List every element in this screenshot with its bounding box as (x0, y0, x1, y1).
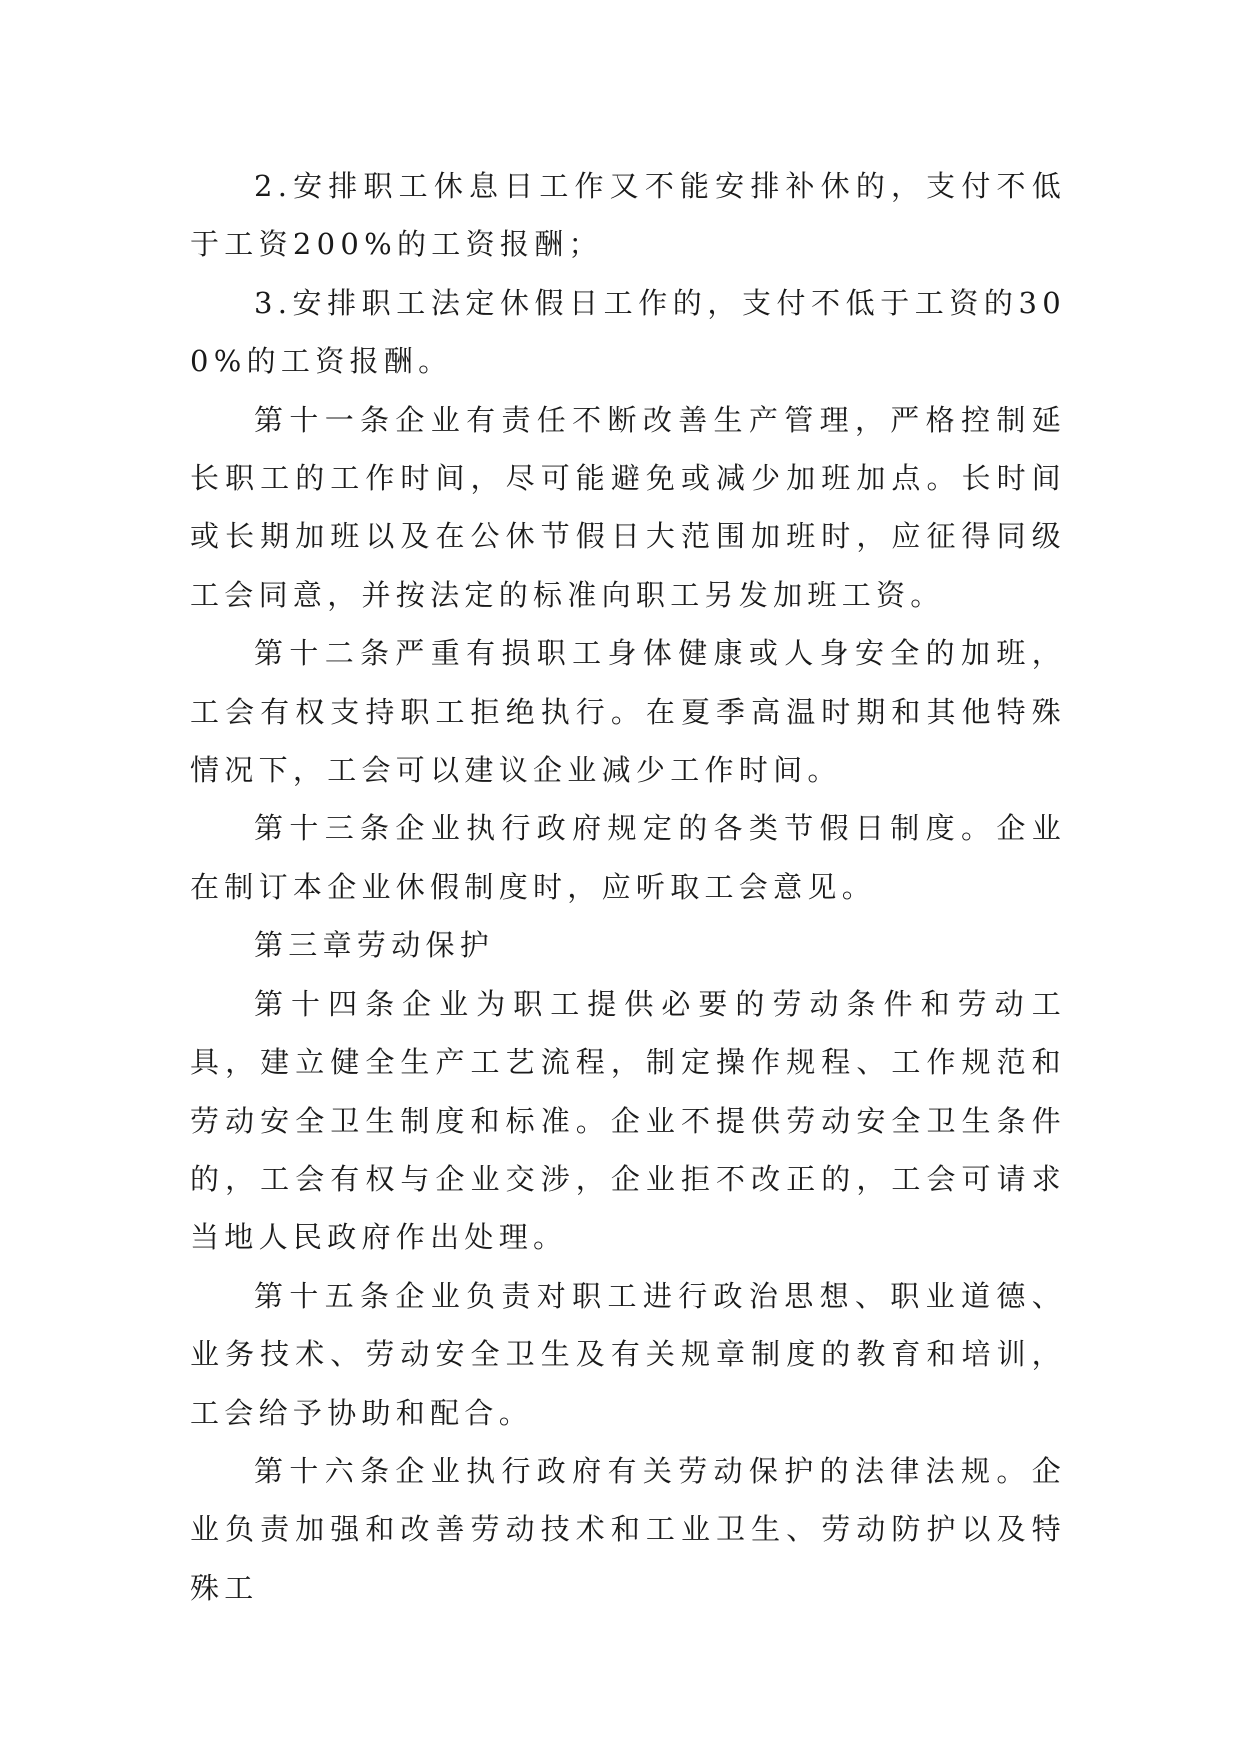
paragraph-article-16: 第十六条企业执行政府有关劳动保护的法律法规。企业负责加强和改善劳动技术和工业卫生、劳动防护以及特殊工 (190, 1453, 1066, 1605)
paragraph-article-12: 第十二条严重有损职工身体健康或人身安全的加班，工会有权支持职工拒绝执行。在夏季高温时期和其他特殊情况下，工会可以建议企业减少工作时间。 (190, 636, 1066, 788)
document-body (190, 157, 1066, 1617)
paragraph-article-15: 第十五条企业负责对职工进行政治思想、职业道德、业务技术、劳动安全卫生及有关规章制度的教育和培训，工会给予协助和配合。 (190, 1278, 1066, 1430)
paragraph-item-2-overtime-rest-day: 2.安排职工休息日工作又不能安排补休的，支付不低于工资200%的工资报酬； (190, 169, 1066, 262)
paragraph-article-11: 第十一条企业有责任不断改善生产管理，严格控制延长职工的工作时间，尽可能避免或减少加班加点。长时间或长期加班以及在公休节假日大范围加班时，应征得同级工会同意，并按法定的标准向职工另发加班工资。 (190, 402, 1066, 612)
chapter-heading-labor-protection: 第三章劳动保护 (254, 928, 495, 963)
paragraph-item-3-overtime-holiday: 3.安排职工法定休假日工作的，支付不低于工资的300%的工资报酬。 (190, 285, 1066, 379)
paragraph-article-14: 第十四条企业为职工提供必要的劳动条件和劳动工具，建立健全生产工艺流程，制定操作规程、工作规范和劳动安全卫生制度和标准。企业不提供劳动安全卫生条件的，工会有权与企业交涉，企业拒不改正的，工会可请求当地人民政府作出处理。 (190, 986, 1066, 1255)
paragraph-article-13: 第十三条企业执行政府规定的各类节假日制度。企业在制订本企业休假制度时，应听取工会意见。 (190, 811, 1066, 904)
